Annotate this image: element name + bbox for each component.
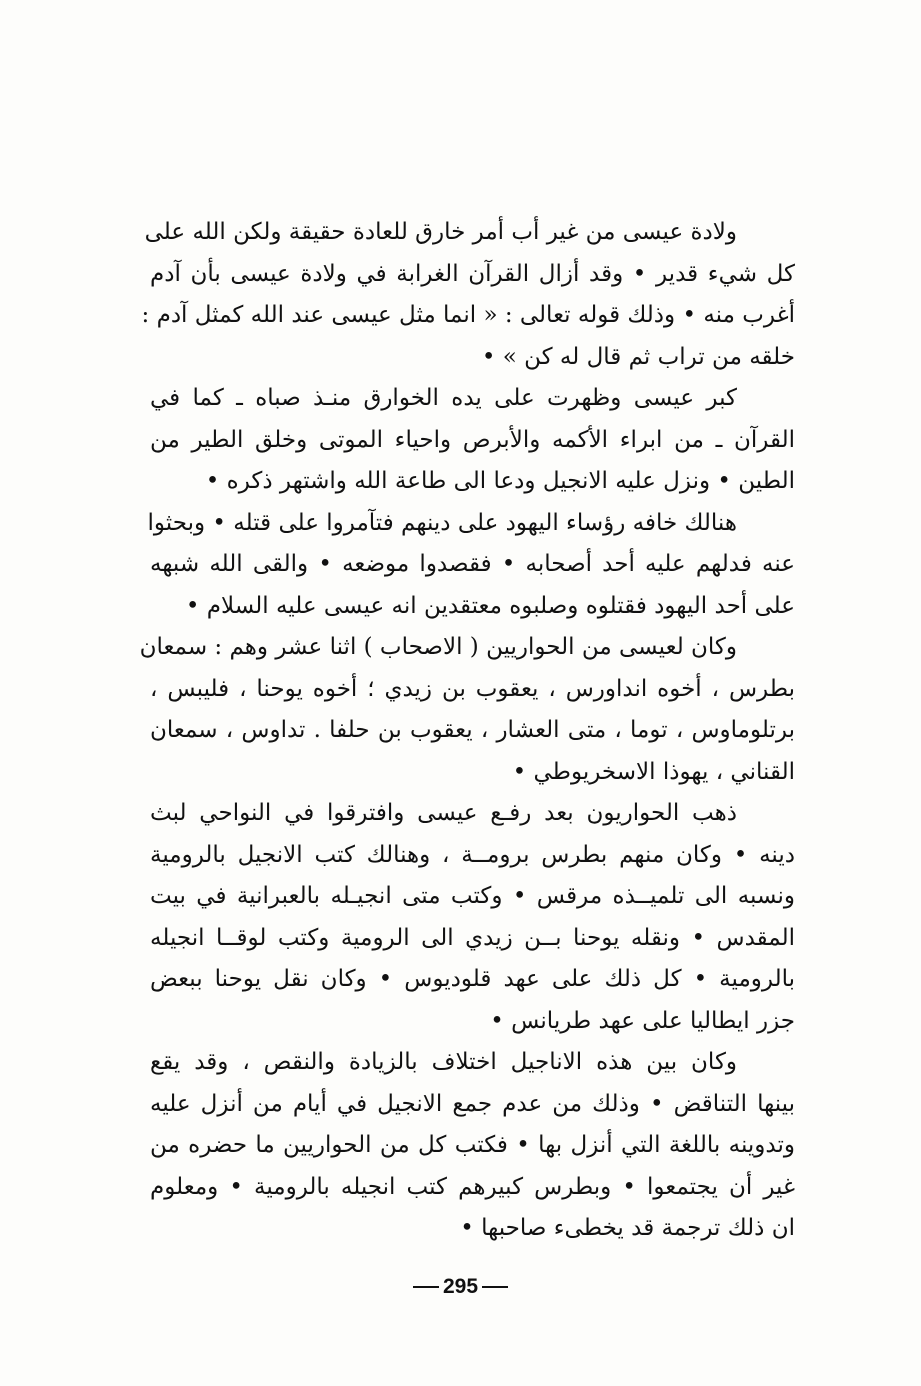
text-line: خلقه من تراب ثم قال له كن » •: [481, 343, 795, 370]
paragraph-gospel-differences: [150, 1042, 795, 1250]
text-line: ذهب الحواريون بعد رفـع عيسى وافترقوا في النواحي لبث: [150, 800, 737, 826]
text-line: بالرومية • كل ذلك على عهد قلوديوس • وكان نقل يوحنا ببعض: [150, 966, 795, 992]
text-line: هنالك خافه رؤساء اليهود على دينهم فتآمروا على قتله • وبحثوا: [147, 509, 737, 536]
text-line: جزر ايطاليا على عهد طريانس •: [490, 1007, 795, 1034]
paragraph-miracles: [150, 378, 795, 503]
text-line: القرآن ـ من ابراء الأكمه والأبرص واحياء الموتى وخلق الطير من: [150, 426, 795, 453]
text-line: الطين • ونزل عليه الانجيل ودعا الى طاعة الله واشتهر ذكره •: [205, 468, 795, 494]
text-line: وكان لعيسى من الحواريين ( الاصحاب ) اثنا عشر وهم : سمعان: [139, 634, 737, 660]
paragraph-birth-of-jesus: [141, 212, 795, 378]
text-line: ولادة عيسى من غير أب أمر خارق للعادة حقيقة ولكن الله على: [144, 219, 737, 245]
text-line: القناني ، يهوذا الاسخريوطي •: [512, 758, 795, 785]
dash-right: [482, 1286, 508, 1288]
text-line: برتلوماوس ، توما ، متى العشار ، يعقوب بن حلفا . تداوس ، سمعان: [150, 717, 795, 743]
text-line: ونسبه الى تلميــذه مرقس • وكتب متى انجيـله بالعبرانية في بيت: [150, 883, 795, 909]
paragraph-apostles: [139, 627, 795, 793]
text-line: أغرب منه • وذلك قوله تعالى : « انما مثل عيسى عند الله كمثل آدم :: [141, 302, 795, 328]
text-line: كبر عيسى وظهرت على يده الخوارق منـذ صباه ـ كما في: [150, 385, 737, 411]
text-line: ان ذلك ترجمة قد يخطىء صاحبها •: [460, 1215, 795, 1241]
paragraph-gospels-written: [150, 793, 795, 1042]
text-line: بينها التناقض • وذلك من عدم جمع الانجيل في أيام من أنزل عليه: [150, 1090, 795, 1117]
text-line: دينه • وكان منهم بطرس برومــة ، وهنالك كتب الانجيل بالرومية: [150, 841, 795, 868]
page-number-value: 295: [442, 1275, 479, 1298]
page-number: [0, 1272, 921, 1302]
text-line: المقدس • ونقله يوحنا بــن زيدي الى الرومية وكتب لوقــا انجيله: [150, 924, 795, 951]
text-line: غير أن يجتمعوا • وبطرس كبيرهم كتب انجيله بالرومية • ومعلوم: [150, 1173, 795, 1200]
paragraph-conspiracy: [147, 503, 795, 628]
text-line: على أحد اليهود فقتلوه وصلبوه معتقدين انه عيسى عليه السلام •: [185, 592, 795, 619]
text-line: وتدوينه باللغة التي أنزل بها • فكتب كل من الحواريين ما حضره من: [150, 1132, 795, 1158]
dash-left: [413, 1286, 439, 1288]
text-line: وكان بين هذه الاناجيل اختلاف بالزيادة والنقص ، وقد يقع: [150, 1049, 737, 1075]
body-text: [139, 212, 795, 1250]
text-line: كل شيء قدير • وقد أزال القرآن الغرابة في ولادة عيسى بأن آدم: [150, 260, 795, 287]
text-line: عنه فدلهم عليه أحد أصحابه • فقصدوا موضعه • والقى الله شبهه: [150, 551, 795, 577]
text-line: بطرس ، أخوه انداورس ، يعقوب بن زيدي ؛ أخوه يوحنا ، فليبس ،: [150, 675, 795, 702]
